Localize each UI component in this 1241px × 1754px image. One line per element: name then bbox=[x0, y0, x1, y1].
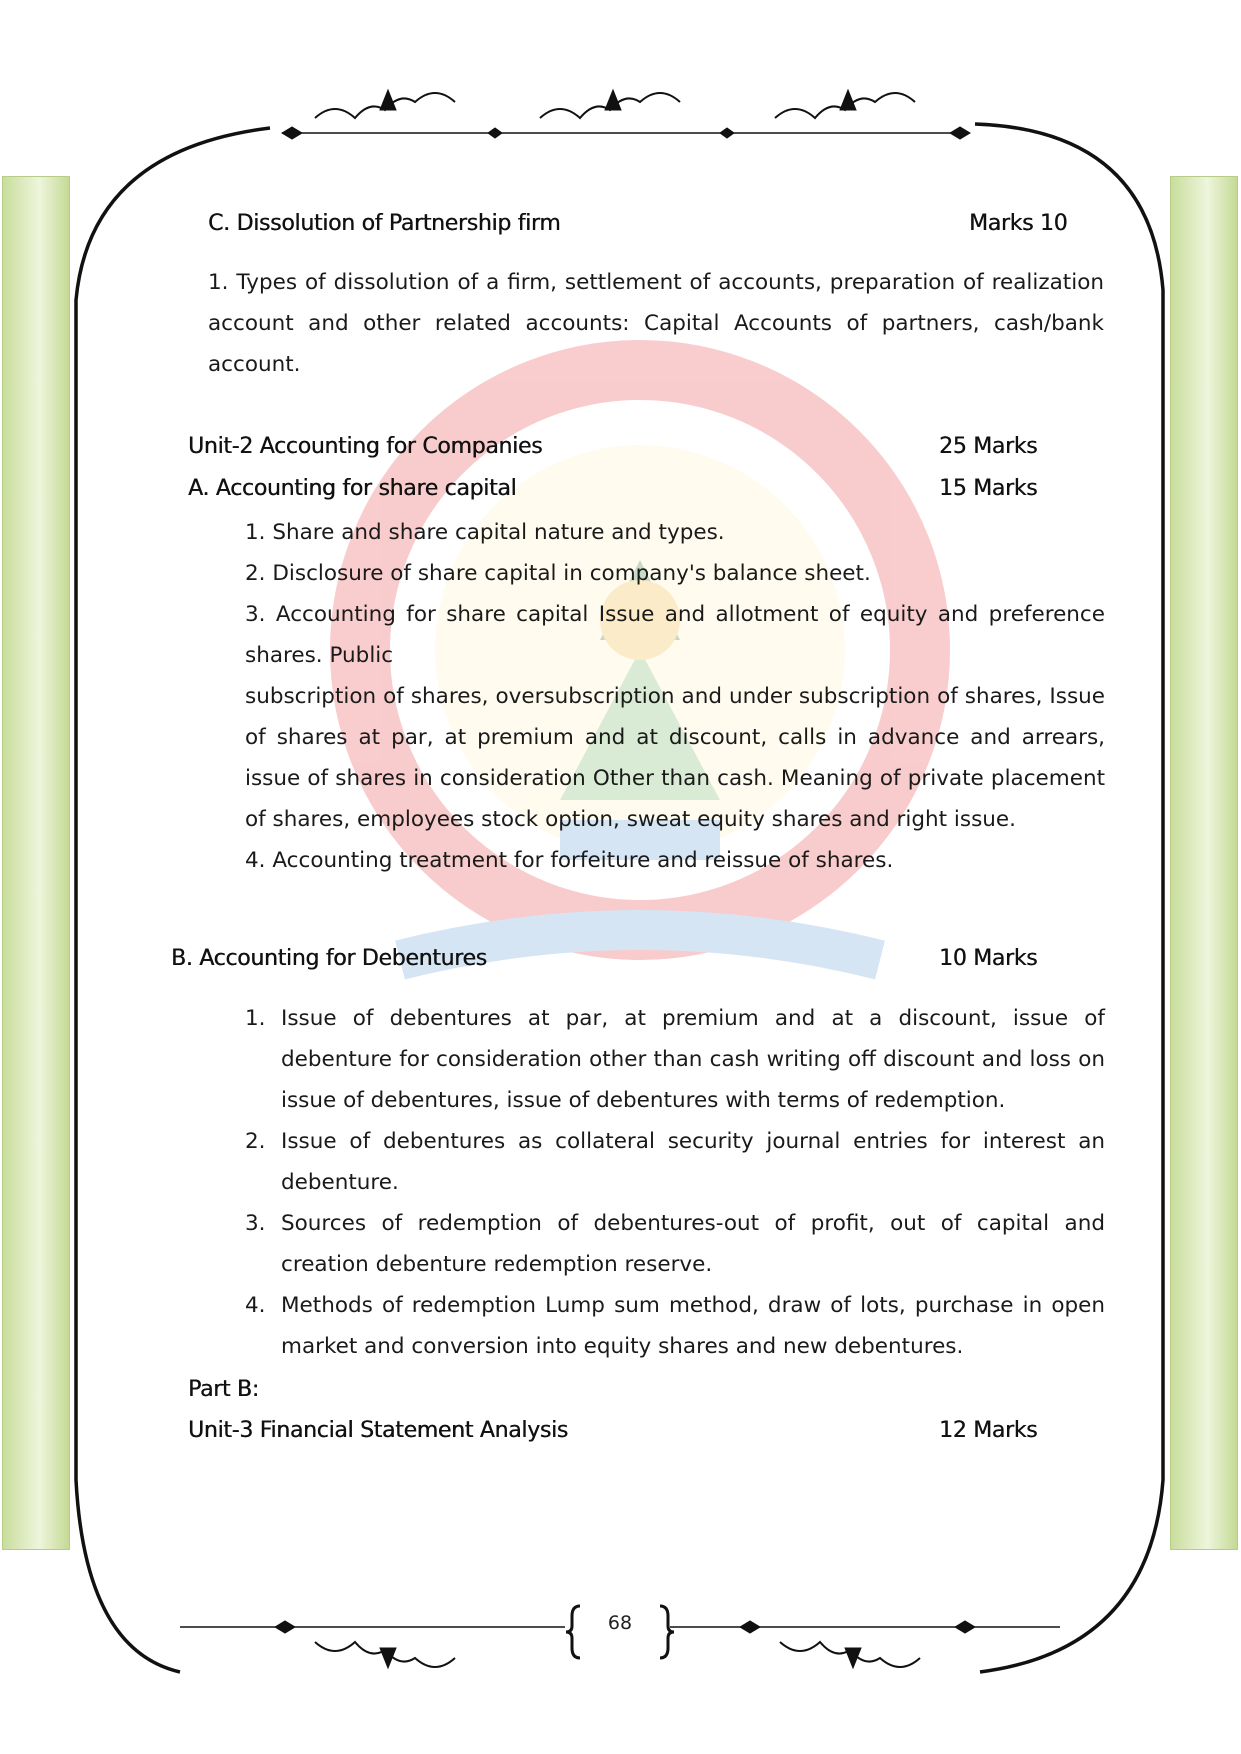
section-a-title: A. Accounting for share capital bbox=[188, 476, 517, 501]
section-a-marks: 15 Marks bbox=[939, 476, 1038, 501]
debenture-item-4: Methods of redemption Lump sum method, draw of lots, purchase in open market and conversion into equity shares and new debentures. bbox=[281, 1293, 1105, 1359]
section-a-item-3: 3. Accounting for share capital Issue and allotment of equity and preference shares. Public bbox=[245, 602, 1105, 668]
debenture-item-4-number: 4. bbox=[245, 1293, 266, 1318]
debenture-item-3-number: 3. bbox=[245, 1211, 266, 1236]
unit-3-marks: 12 Marks bbox=[939, 1418, 1038, 1443]
debenture-item-2-number: 2. bbox=[245, 1129, 266, 1154]
unit-3-title: Unit-3 Financial Statement Analysis bbox=[188, 1418, 568, 1443]
unit-2-marks: 25 Marks bbox=[939, 434, 1038, 459]
section-a-item-2: 2. Disclosure of share capital in company's balance sheet. bbox=[245, 561, 871, 586]
section-c-item-1: 1. Types of dissolution of a firm, settlement of accounts, preparation of realization account and other related accounts: Capital Accounts of partners, cash/bank account. bbox=[208, 270, 1104, 377]
debenture-item-1-number: 1. bbox=[245, 1006, 266, 1031]
debenture-item-1: Issue of debentures at par, at premium and at a discount, issue of debenture for consideration other than cash writing off discount and loss on issue of debentures, issue of debentures with terms of redemption. bbox=[281, 1006, 1105, 1113]
section-c-title: C. Dissolution of Partnership firm bbox=[208, 211, 561, 236]
unit-2-title: Unit-2 Accounting for Companies bbox=[188, 434, 543, 459]
top-ornament-icon bbox=[282, 90, 970, 139]
section-c-marks: Marks 10 bbox=[969, 211, 1068, 236]
section-b-title: B. Accounting for Debentures bbox=[171, 946, 487, 971]
section-a-item-3-continued: subscription of shares, oversubscription and under subscription of shares, Issue of shares at par, at premium and at discount, calls in advance and arrears, issue of shares in consideration Other than cash. Meaning of private placement of shares, employees stock option, sweat equity shares and right issue. bbox=[245, 684, 1105, 832]
debenture-item-3: Sources of redemption of debentures-out of profit, out of capital and creation debenture redemption reserve. bbox=[281, 1211, 1105, 1277]
page-number: 68 bbox=[607, 1612, 633, 1634]
part-b-title: Part B: bbox=[188, 1377, 259, 1402]
debenture-item-2: Issue of debentures as collateral security journal entries for interest an debenture. bbox=[281, 1129, 1105, 1195]
section-a-item-1: 1. Share and share capital nature and types. bbox=[245, 520, 725, 545]
section-a-item-4: 4. Accounting treatment for forfeiture and reissue of shares. bbox=[245, 848, 894, 873]
section-b-marks: 10 Marks bbox=[939, 946, 1038, 971]
